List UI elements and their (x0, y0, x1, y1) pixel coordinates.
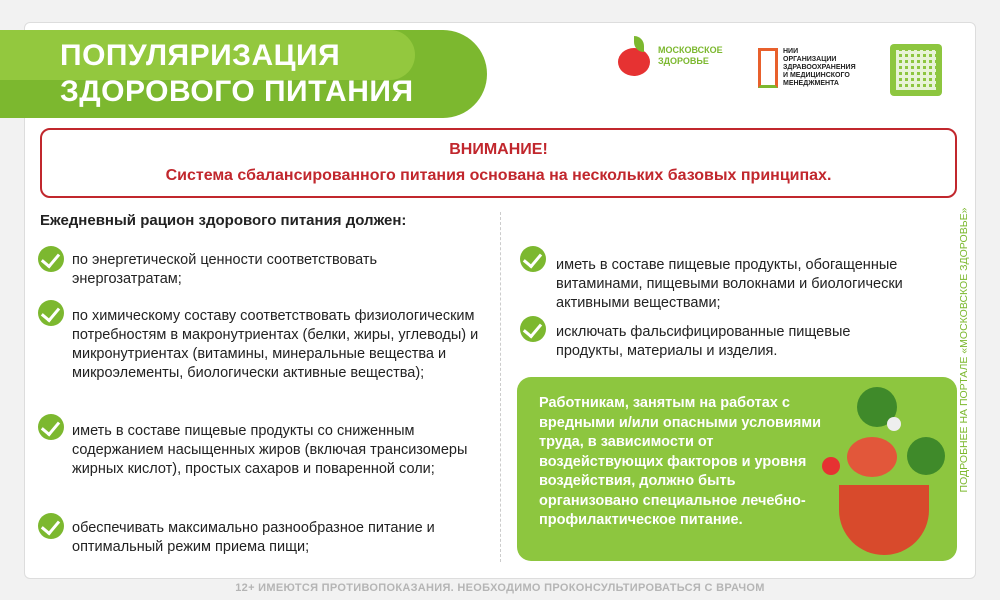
list-item: обеспечивать максимально разнообразное питание и оптимальный режим приема пищи; (72, 520, 435, 555)
workers-note-box (517, 377, 957, 561)
check-icon (38, 414, 64, 440)
mushroom-icon (887, 417, 901, 431)
broccoli-icon (907, 437, 945, 475)
list-item: исключать фальсифицированные пищевые продукты, материалы и изделия. (556, 324, 851, 359)
check-icon (520, 316, 546, 342)
disclaimer-footer: 12+ ИМЕЮТСЯ ПРОТИВОПОКАЗАНИЯ. НЕОБХОДИМО ПРОКОНСУЛЬТИРОВАТЬСЯ С ВРАЧОМ (235, 582, 765, 594)
alert-heading: ВНИМАНИЕ! (449, 141, 548, 158)
nii-logo (758, 48, 856, 88)
workers-note-text: Работникам, занятым на работах с вредными и/или опасными условиями труда, в зависимости от воздействующих факторов и уровня воздействия, должно быть организовано специальное лечебно-профилактическое питание. (539, 395, 821, 528)
book-icon (758, 48, 778, 88)
check-icon (38, 246, 64, 272)
logo-text: МЕНЕДЖМЕНТА (783, 80, 839, 87)
bowl-icon (839, 485, 929, 555)
page-title (60, 38, 414, 110)
list-item: иметь в составе пищевые продукты, обогащенные витаминами, пищевыми волокнами и биологически активными веществами; (556, 257, 903, 311)
qr-code-icon[interactable] (890, 44, 942, 96)
portal-side-text: ПОДРОБНЕЕ НА ПОРТАЛЕ «МОСКОВСКОЕ ЗДОРОВЬЕ» (958, 207, 970, 493)
moscow-health-logo (618, 36, 723, 76)
logo-text: НИИ (783, 48, 799, 55)
check-icon (38, 513, 64, 539)
list-item: по энергетической ценности соответствовать энергозатратам; (72, 252, 378, 287)
check-icon (520, 246, 546, 272)
alert-text: Система сбалансированного питания основана на нескольких базовых принципах. (165, 167, 832, 184)
salmon-icon (847, 437, 897, 477)
check-icon (38, 300, 64, 326)
logo-text: И МЕДИЦИНСКОГО (783, 72, 850, 79)
title-line-2: ЗДОРОВОГО ПИТАНИЯ (60, 75, 414, 108)
list-item: по химическому составу соответствовать физиологическим потребностям в макронутриентах (белки, жиры, углеводы) и микронутриентах (витамины, минеральные вещества и микроэлементы, биологически активные вещества); (72, 308, 479, 381)
title-line-1: ПОПУЛЯРИЗАЦИЯ (60, 39, 341, 72)
attention-box (40, 128, 957, 198)
lead-heading: Ежедневный рацион здорового питания должен: (40, 212, 407, 229)
logo-text: МОСКОВСКОЕ (658, 45, 723, 55)
column-divider (500, 212, 501, 562)
tomato-icon (822, 457, 840, 475)
logo-text: ЗДОРОВЬЕ (658, 56, 709, 66)
apple-icon (618, 36, 652, 76)
logo-text: ЗДРАВООХРАНЕНИЯ (783, 64, 856, 71)
logo-text: ОРГАНИЗАЦИИ (783, 56, 837, 63)
list-item: иметь в составе пищевые продукты со сниженным содержанием насыщенных жиров (включая трансизомеры жирных кислот), простых сахаров и поваренной соли; (72, 423, 468, 477)
